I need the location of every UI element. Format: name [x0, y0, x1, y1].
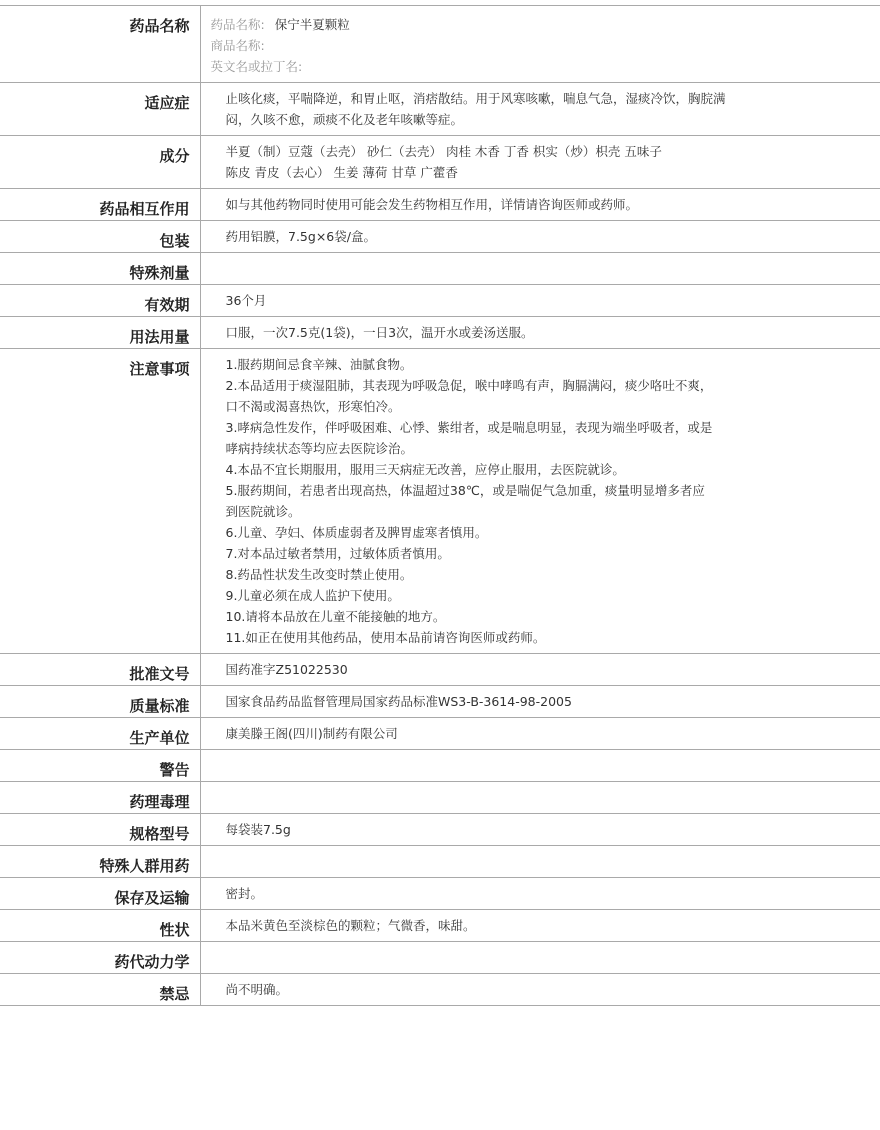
name-field-label: 商品名称:	[210, 38, 265, 53]
name-field-label: 药品名称:	[210, 17, 265, 32]
field-value	[200, 878, 880, 910]
row-special-groups	[0, 846, 880, 878]
row-special-dose	[0, 253, 880, 285]
text-line: 康美滕王阁(四川)制药有限公司	[225, 726, 398, 741]
field-value	[200, 654, 880, 686]
text-line: 4.本品不宜长期服用，服用三天病症无改善，应停止服用，去医院就诊。	[225, 462, 625, 477]
field-value	[200, 253, 880, 285]
row-warning	[0, 750, 880, 782]
text-line: 口服，一次7.5克(1袋)，一日3次，温开水或姜汤送服。	[225, 325, 534, 340]
field-label: 生产单位	[0, 718, 200, 750]
text-line: 密封。	[225, 886, 264, 901]
field-label: 性状	[0, 910, 200, 942]
field-label: 药品名称	[0, 6, 200, 83]
field-value	[200, 782, 880, 814]
row-contraindications	[0, 974, 880, 1006]
row-storage	[0, 878, 880, 910]
text-line: 7.对本品过敏者禁用，过敏体质者慎用。	[225, 546, 450, 561]
field-value	[200, 750, 880, 782]
field-value	[200, 285, 880, 317]
name-field	[211, 56, 861, 77]
row-precautions	[0, 349, 880, 654]
field-value	[200, 136, 880, 189]
text-line: 36个月	[225, 293, 267, 308]
text-line: 半夏（制）豆蔻（去壳） 砂仁（去壳） 肉桂 木香 丁香 枳实（炒）枳壳 五味子	[225, 144, 662, 159]
field-value	[200, 974, 880, 1006]
text-line: 5.服药期间，若患者出现高热，体温超过38℃，或是喘促气急加重，痰量明显增多者应	[225, 483, 705, 498]
field-label: 保存及运输	[0, 878, 200, 910]
row-usage	[0, 317, 880, 349]
name-field	[211, 14, 861, 35]
text-line: 3.哮病急性发作，伴呼吸困难、心悸、紫绀者，或是喘息明显，表现为端坐呼吸者，或是	[225, 420, 713, 435]
field-value	[200, 718, 880, 750]
text-line: 止咳化痰，平喘降逆，和胃止呕，消痞散结。用于风寒咳嗽，喘息气急，湿痰冷饮，胸脘满	[225, 91, 726, 106]
field-value	[200, 846, 880, 878]
text-line: 尚不明确。	[225, 982, 289, 997]
text-line: 每袋装7.5g	[225, 822, 291, 837]
row-pharmacokinetics	[0, 942, 880, 974]
text-line: 9.儿童必须在成人监护下使用。	[225, 588, 400, 603]
text-line: 国家食品药品监督管理局国家药品标准WS3-B-3614-98-2005	[225, 694, 572, 709]
row-manufacturer	[0, 718, 880, 750]
text-line: 8.药品性状发生改变时禁止使用。	[225, 567, 413, 582]
text-line: 如与其他药物同时使用可能会发生药物相互作用，详情请咨询医师或药师。	[225, 197, 639, 212]
field-label: 批准文号	[0, 654, 200, 686]
name-field-label: 英文名或拉丁名:	[210, 59, 303, 74]
field-label: 有效期	[0, 285, 200, 317]
field-label: 警告	[0, 750, 200, 782]
field-value	[200, 814, 880, 846]
row-package	[0, 221, 880, 253]
field-label: 适应症	[0, 83, 200, 136]
row-approval	[0, 654, 880, 686]
text-line: 到医院就诊。	[225, 504, 301, 519]
text-line: 本品米黄色至淡棕色的颗粒；气微香，味甜。	[225, 918, 476, 933]
field-label: 禁忌	[0, 974, 200, 1006]
text-line: 1.服药期间忌食辛辣、油腻食物。	[225, 357, 413, 372]
row-spec	[0, 814, 880, 846]
text-line: 药用铝膜，7.5g×6袋/盒。	[225, 229, 376, 244]
field-value	[200, 221, 880, 253]
field-value	[200, 910, 880, 942]
field-label: 用法用量	[0, 317, 200, 349]
text-line: 11.如正在使用其他药品，使用本品前请咨询医师或药师。	[225, 630, 546, 645]
text-line: 口不渴或渴喜热饮，形寒怕冷。	[225, 399, 401, 414]
drug-info-body	[0, 6, 880, 1006]
field-label: 药品相互作用	[0, 189, 200, 221]
field-label: 规格型号	[0, 814, 200, 846]
field-value	[200, 83, 880, 136]
text-line: 2.本品适用于痰湿阻肺，其表现为呼吸急促，喉中哮鸣有声，胸膈满闷，痰少咯吐不爽，	[225, 378, 713, 393]
field-value	[200, 686, 880, 718]
row-validity	[0, 285, 880, 317]
row-name	[0, 6, 880, 83]
row-pharmacology	[0, 782, 880, 814]
text-line: 6.儿童、孕妇、体质虚弱者及脾胃虚寒者慎用。	[225, 525, 488, 540]
text-line: 陈皮 青皮（去心） 生姜 薄荷 甘草 广藿香	[225, 165, 458, 180]
row-appearance	[0, 910, 880, 942]
row-interactions	[0, 189, 880, 221]
field-label: 质量标准	[0, 686, 200, 718]
field-value	[200, 6, 880, 83]
row-ingredients	[0, 136, 880, 189]
field-value	[200, 942, 880, 974]
text-line: 闷，久咳不愈，顽痰不化及老年咳嗽等症。	[225, 112, 464, 127]
name-field-value: 保宁半夏颗粒	[274, 17, 350, 32]
text-line: 哮病持续状态等均应去医院诊治。	[225, 441, 414, 456]
drug-info-table	[0, 5, 880, 1006]
text-line: 10.请将本品放在儿童不能接触的地方。	[225, 609, 446, 624]
field-value	[200, 349, 880, 654]
row-quality	[0, 686, 880, 718]
name-field	[211, 35, 861, 56]
field-label: 特殊剂量	[0, 253, 200, 285]
field-label: 成分	[0, 136, 200, 189]
row-indications	[0, 83, 880, 136]
field-value	[200, 189, 880, 221]
field-label: 注意事项	[0, 349, 200, 654]
field-label: 包装	[0, 221, 200, 253]
field-value	[200, 317, 880, 349]
field-label: 特殊人群用药	[0, 846, 200, 878]
text-line: 国药准字Z51022530	[225, 662, 348, 677]
field-label: 药理毒理	[0, 782, 200, 814]
field-label: 药代动力学	[0, 942, 200, 974]
